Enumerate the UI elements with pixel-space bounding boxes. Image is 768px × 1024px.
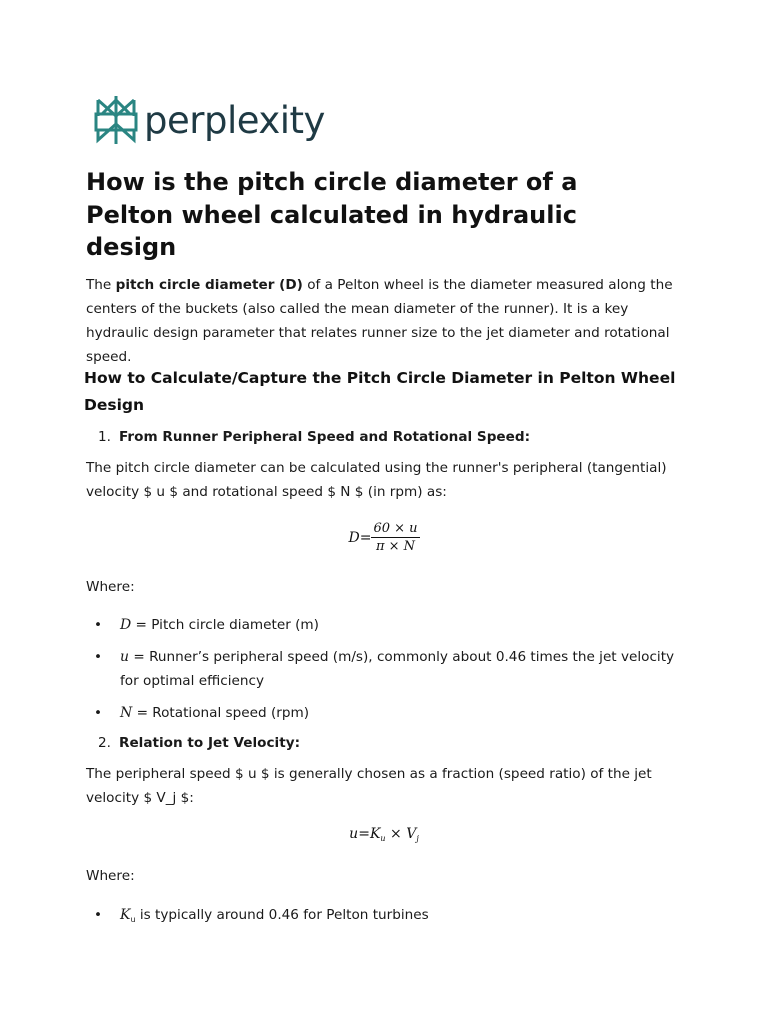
bullet-variable: K: [120, 907, 131, 923]
step-1-number: 1.: [98, 429, 111, 445]
formula-lhs: u: [349, 826, 359, 842]
list-item: [94, 613, 684, 637]
bullet-text: = Runner’s peripheral speed (m/s), commonly about 0.46 times the jet velocity for optimal efficiency: [120, 649, 675, 689]
bullet-dot: •: [94, 907, 103, 923]
bullet-variable: D: [120, 617, 132, 633]
formula-k-sub: u: [380, 834, 386, 843]
formula-times: ×: [385, 826, 407, 842]
bullet-variable: u: [120, 649, 130, 665]
formula-lhs: D: [348, 530, 360, 546]
formula-v-sub: j: [416, 834, 419, 843]
perplexity-logo: [94, 94, 325, 146]
step-2-text: The peripheral speed $ u $ is generally chosen as a fraction (speed ratio) of the jet velocity $ V_j $:: [86, 766, 652, 806]
step-1-title: From Runner Peripheral Speed and Rotational Speed:: [119, 429, 531, 445]
formula-fraction: [371, 520, 419, 555]
bullet-variable-sub: u: [130, 915, 136, 924]
bullet-variable: N: [120, 705, 133, 721]
bullet-dot: •: [94, 705, 103, 721]
list-item: [94, 903, 684, 932]
section-heading: How to Calculate/Capture the Pitch Circle Diameter in Pelton Wheel Design: [84, 369, 676, 414]
logo-wordmark: perplexity: [144, 98, 325, 142]
formula-peripheral-speed: [0, 826, 768, 843]
bullet-dot: •: [94, 617, 103, 633]
bullet-text: is typically around 0.46 for Pelton turbines: [135, 907, 429, 923]
list-item: [94, 645, 684, 693]
formula-eq: =: [358, 826, 370, 842]
bullet-text: = Rotational speed (rpm): [132, 705, 310, 721]
formula-numerator: 60 × u: [373, 521, 418, 536]
formula-k: K: [369, 826, 381, 842]
page-title: How is the pitch circle diameter of a Pelton wheel calculated in hydraulic design: [86, 168, 578, 261]
formula-eq: =: [359, 530, 372, 546]
where-label-2: Where:: [86, 868, 135, 884]
step-2-number: 2.: [98, 735, 111, 751]
where-label-1: Where:: [86, 579, 135, 595]
step-2-title: Relation to Jet Velocity:: [119, 735, 301, 751]
perplexity-logo-icon: [94, 94, 138, 146]
intro-pre: The: [86, 277, 116, 293]
bullet-text: = Pitch circle diameter (m): [131, 617, 319, 633]
bullet-dot: •: [94, 649, 103, 665]
intro-bold-term: pitch circle diameter (D): [115, 277, 303, 293]
step-1-heading: [98, 427, 530, 447]
intro-post: of a Pelton wheel is the diameter measured along the centers of the buckets (also called the mean diameter of the runner). It is a key hydraulic design parameter that relates runner size to the jet diameter and rotational speed.: [86, 277, 673, 365]
formula-v: V: [406, 826, 417, 842]
list-item: [94, 701, 684, 725]
step-2-heading: [98, 733, 300, 753]
step-1-text: The pitch circle diameter can be calculated using the runner's peripheral (tangential) velocity $ u $ and rotational speed $ N $ (in rpm) as:: [86, 460, 667, 500]
formula-pitch-diameter: [0, 520, 768, 555]
formula-denominator: π × N: [375, 539, 416, 554]
intro-paragraph: [86, 273, 686, 369]
